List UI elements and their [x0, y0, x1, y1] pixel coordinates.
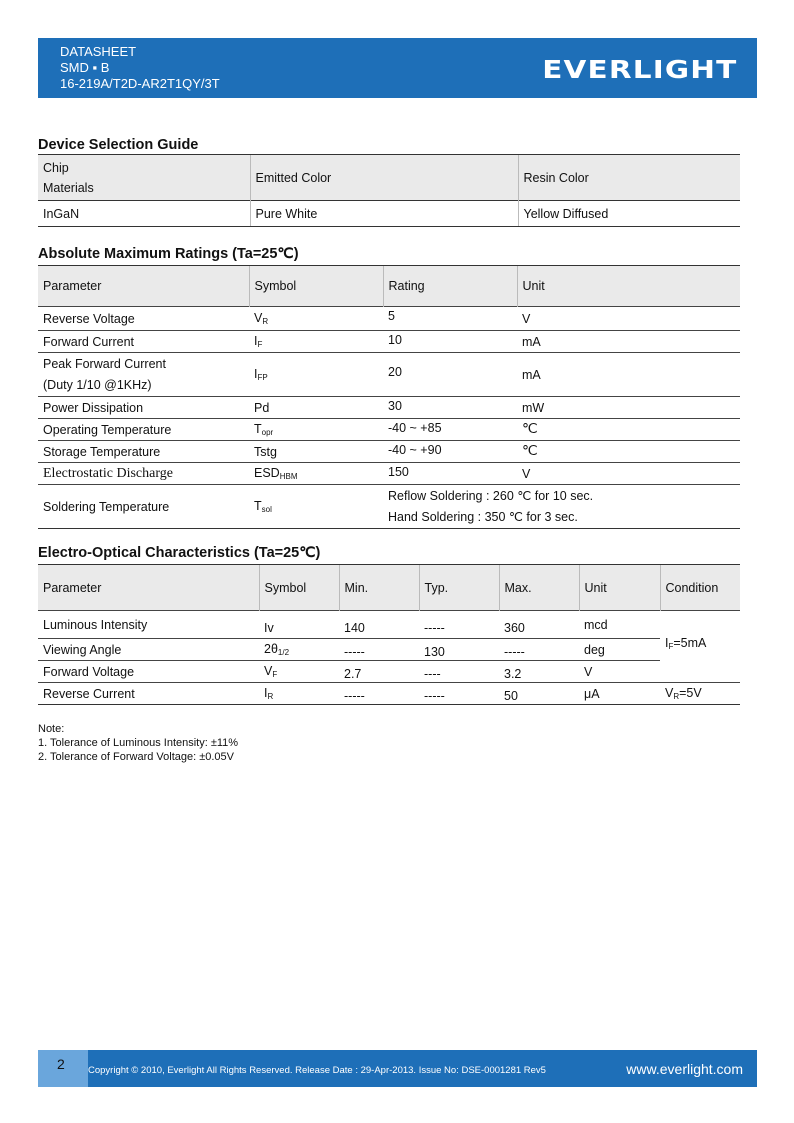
- eo-table: [38, 564, 740, 705]
- header-symbol: Symbol: [249, 266, 383, 307]
- note-2: 2. Tolerance of Forward Voltage: ±0.05V: [38, 751, 235, 763]
- header-rating: Rating: [383, 266, 517, 307]
- table-row: Peak Forward Current (Duty 1/10 @1KHz) $I_{FP}$ 20 mA: [38, 353, 740, 397]
- table-header-row: [38, 266, 740, 307]
- page-number: 2: [38, 1050, 88, 1087]
- table-row: Electrostatic Discharge $ESD_{HBM}$ 150 V: [38, 463, 740, 485]
- note-1: 1. Tolerance of Luminous Intensity: ±11%: [38, 737, 239, 749]
- selection-guide-title: Device Selection Guide: [38, 137, 199, 153]
- table-header-row: Parameter Symbol Min. Typ. Max. Unit Condition: [38, 565, 740, 611]
- table-row: Viewing Angle $2\theta_{1/2}$ ----- 130 ----- deg: [38, 639, 740, 661]
- part-number: 16-219A/T2D-AR2T1QY/3T: [60, 76, 220, 91]
- header-chip-materials: Chip Materials: [38, 155, 250, 201]
- table-row: Storage Temperature Tstg -40 ~ +90 ℃: [38, 441, 740, 463]
- eo-title: Electro-Optical Characteristics (Ta=25℃): [38, 545, 321, 561]
- notes-title: Note:: [38, 723, 65, 735]
- table-row: Forward Voltage $V_F$ 2.7 ---- 3.2 V: [38, 661, 740, 683]
- table-row: Luminous Intensity Iv 140 ----- 360 mcd $I_F=5mA$: [38, 611, 740, 639]
- table-row: Forward Current $I_F$ 10 mA: [38, 331, 740, 353]
- everlight-logo: EVERLIGHT: [541, 55, 737, 84]
- abs-max-table: [38, 265, 740, 529]
- header-unit: Unit: [517, 266, 740, 307]
- abs-max-title: Absolute Maximum Ratings (Ta=25℃): [38, 246, 299, 262]
- header-parameter: Parameter: [38, 266, 249, 307]
- table-row: Operating Temperature $T_{opr}$ -40 ~ +85 ℃: [38, 419, 740, 441]
- page-footer: [38, 1050, 757, 1087]
- table-row: Power Dissipation Pd 30 mW: [38, 397, 740, 419]
- table-row: [38, 201, 740, 227]
- table-header-row: [38, 155, 740, 201]
- notes-block: [38, 722, 238, 764]
- header-emitted-color: Emitted Color: [250, 155, 518, 201]
- condition-vr: $V_R=5V$: [660, 683, 740, 705]
- cell-material: InGaN: [38, 201, 250, 227]
- cell-resin: Yellow Diffused: [518, 201, 740, 227]
- website-link[interactable]: www.everlight.com: [626, 1061, 743, 1077]
- header-resin-color: Resin Color: [518, 155, 740, 201]
- document-id-block: [60, 44, 220, 92]
- table-row: Soldering Temperature $T_{sol}$ Reflow Soldering : 260 ℃ for 10 sec. Hand Soldering : 350 ℃ for 3 sec.: [38, 485, 740, 529]
- selection-guide-table: [38, 154, 740, 227]
- package-type: SMD ▪ B: [60, 60, 110, 75]
- table-row: Reverse Voltage $V_R$ 5 V: [38, 307, 740, 331]
- copyright-text: Copyright © 2010, Everlight All Rights Reserved. Release Date : 29-Apr-2013. Issue No: DSE-0001281 Rev5: [88, 1065, 546, 1076]
- cell-color: Pure White: [250, 201, 518, 227]
- doc-type: DATASHEET: [60, 44, 137, 59]
- condition-if: $I_F=5mA$: [660, 611, 740, 683]
- table-row: Reverse Current $I_R$ ----- ----- 50 μA $V_R=5V$: [38, 683, 740, 705]
- page-header: [38, 38, 757, 98]
